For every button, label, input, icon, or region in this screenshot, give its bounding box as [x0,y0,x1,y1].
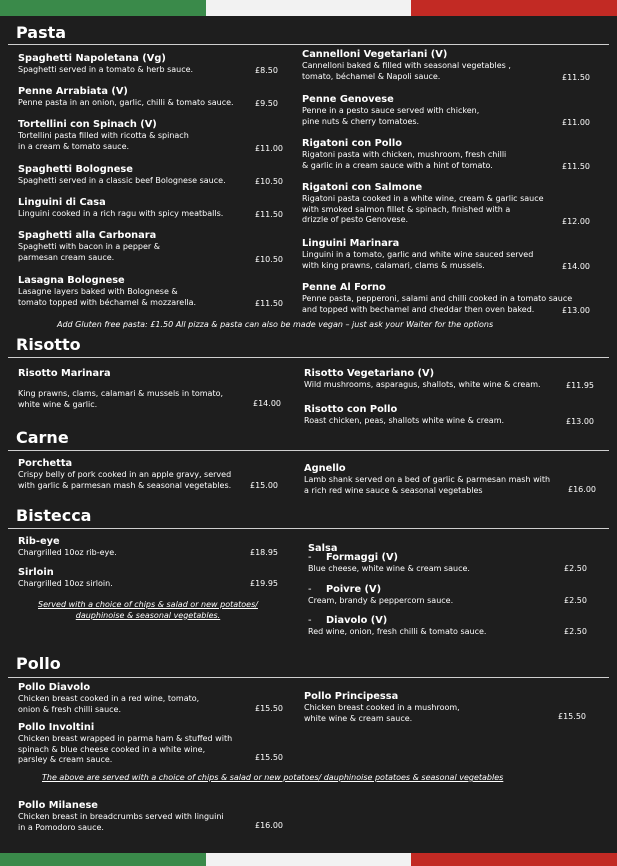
item-name: Spaghetti Bolognese [18,164,133,175]
section-title-risotto: Risotto [16,335,81,354]
item-price: £11.50 [562,162,590,171]
item-name: Risotto Marinara [18,368,111,379]
item-name: Penne Arrabiata (V) [18,86,128,97]
salsa-dash: - [308,552,312,563]
item-price: £11.50 [255,299,283,308]
section-title-carne: Carne [16,428,69,447]
item-price: £11.00 [562,118,590,127]
item-desc: Rigatoni pasta with chicken, mushroom, fresh chilli & garlic in a cream sauce with a hint of tomato. [302,150,507,170]
item-desc: Lasagne layers baked with Bolognese & tomato topped with béchamel & mozzarella. [18,287,197,307]
italian-flag-stripe-bottom [0,853,617,866]
item-name: Lasagna Bolognese [18,275,125,286]
section-divider [8,357,609,358]
menu-item [302,138,506,171]
item-price: £11.95 [566,381,594,390]
item-price: £16.00 [255,821,283,830]
item-name: Diavolo (V) [326,615,388,626]
item-desc: Penne in a pesto sauce served with chicken, pine nuts & cherry tomatoes. [302,106,480,126]
menu-item [18,230,160,263]
item-price: £2.50 [564,627,587,636]
item-desc: Chicken breast cooked in a red wine, tomato, onion & fresh chilli sauce. [18,694,200,714]
item-desc: Lamb shank served on a bed of garlic & parmesan mash with a rich red wine sauce & seasonal vegetables [304,475,551,495]
section-divider [8,44,609,45]
item-price: £11.50 [255,210,283,219]
menu-item [308,615,486,638]
item-name: Porchetta [18,458,73,469]
item-name: Spaghetti Napoletana (Vg) [18,53,166,64]
item-name: Risotto con Pollo [304,404,398,415]
item-desc: Wild mushrooms, asparagus, shallots, white wine & cream. [304,380,541,389]
item-price: £13.00 [562,306,590,315]
menu-item [18,53,193,76]
item-desc: Chicken breast wrapped in parma ham & stuffed with spinach & blue cheese cooked in a white wine, parsley & cream sauce. [18,734,233,764]
menu-item [302,49,511,82]
item-desc: Blue cheese, white wine & cream sauce. [308,564,470,573]
item-price: £15.00 [250,481,278,490]
bistecca-note: Served with a choice of chips & salad or new potatoes/ dauphinoise & seasonal vegetables. [38,600,258,620]
section-title-pollo: Pollo [16,654,61,673]
item-price: £16.00 [568,485,596,494]
menu-item [302,282,572,315]
item-price: £10.50 [255,177,283,186]
menu-item [18,722,232,766]
menu-item [304,404,504,427]
item-name: Tortellini con Spinach (V) [18,119,157,130]
salsa-title: Salsa [308,543,338,554]
item-name: Linguini di Casa [18,197,106,208]
item-desc: Cannelloni baked & filled with seasonal vegetables , tomato, béchamel & Napoli sauce. [302,61,511,81]
menu-item [304,368,541,391]
menu-item [18,275,196,308]
menu-item [302,238,533,271]
menu-item [308,552,470,575]
item-name: Linguini Marinara [302,238,400,249]
item-price: £13.00 [566,417,594,426]
item-desc: Chicken breast cooked in a mushroom, white wine & cream sauce. [304,703,460,723]
item-desc: Crispy belly of pork cooked in an apple gravy, served with garlic & parmesan mash & seasonal vegetables. [18,470,232,490]
menu-item [18,536,117,559]
item-name: Rigatoni con Salmone [302,182,423,193]
item-desc: Linguini in a tomato, garlic and white wine sauced served with king prawns, calamari, clams & mussels. [302,250,534,270]
item-desc: Chicken breast in breadcrumbs served with linguini in a Pomodoro sauce. [18,812,224,832]
menu-item [18,368,223,410]
section-divider [8,450,609,451]
item-price: £19.95 [250,579,278,588]
menu-item [18,800,224,833]
item-name: Sirloin [18,567,54,578]
item-name: Penne Genovese [302,94,394,105]
italian-flag-stripe-top [0,0,617,16]
menu-item [18,197,223,220]
menu-item [308,584,453,607]
item-price: £2.50 [564,564,587,573]
item-desc: Roast chicken, peas, shallots white wine & cream. [304,416,505,425]
item-desc: Spaghetti served in a tomato & herb sauce. [18,65,194,74]
item-name: Pollo Diavolo [18,682,91,693]
menu-item [302,94,479,127]
item-name: Cannelloni Vegetariani (V) [302,49,448,60]
item-price: £12.00 [562,217,590,226]
section-title-pasta: Pasta [16,23,67,42]
item-name: Agnello [304,463,346,474]
menu-item [18,164,226,187]
item-desc: Cream, brandy & peppercorn sauce. [308,596,454,605]
item-price: £9.50 [255,99,278,108]
item-name: Poivre (V) [326,584,382,595]
pollo-note: The above are served with a choice of chips & salad or new potatoes/ dauphinoise potatoes & seasonal vegetables [42,773,504,782]
item-name: Penne Al Forno [302,282,386,293]
section-divider [8,677,609,678]
item-desc: Chargrilled 10oz rib-eye. [18,548,117,557]
item-price: £14.00 [253,399,281,408]
item-name: Rigatoni con Pollo [302,138,402,149]
item-name: Rib-eye [18,536,60,547]
item-desc: King prawns, clams, calamari & mussels in tomato, white wine & garlic. [18,389,224,409]
item-desc: Chargrilled 10oz sirloin. [18,579,113,588]
item-price: £15.50 [255,704,283,713]
section-title-bistecca: Bistecca [16,506,92,525]
menu-item [18,682,199,715]
item-desc: Spaghetti served in a classic beef Bolognese sauce. [18,176,226,185]
item-desc: Penne pasta, pepperoni, salami and chilli cooked in a tomato sauce and topped with bechamel and cheddar then oven baked. [302,294,573,314]
item-price: £15.50 [558,712,586,721]
menu-item [304,463,550,496]
salsa-dash: - [308,584,312,595]
menu-item [304,691,460,724]
item-name: Risotto Vegetariano (V) [304,368,435,379]
item-desc: Rigatoni pasta cooked in a white wine, cream & garlic sauce with smoked salmon fillet & spinach, finished with a drizzle of pesto Genovese. [302,194,544,224]
item-name: Pollo Principessa [304,691,399,702]
item-price: £8.50 [255,66,278,75]
item-name: Pollo Involtini [18,722,95,733]
item-desc: Tortellini pasta filled with ricotta & spinach in a cream & tomato sauce. [18,131,189,151]
item-price: £10.50 [255,255,283,264]
menu-item [18,567,113,590]
item-name: Pollo Milanese [18,800,98,811]
salsa-dash: - [308,615,312,626]
item-price: £18.95 [250,548,278,557]
menu-item [302,182,544,226]
item-name: Formaggi (V) [326,552,399,563]
item-price: £14.00 [562,262,590,271]
section-divider [8,528,609,529]
menu-item [18,458,231,491]
pasta-note: Add Gluten free pasta: £1.50 All pizza & pasta can also be made vegan – just ask your Waiter for the options [57,320,494,329]
item-price: £15.50 [255,753,283,762]
menu-item [18,119,189,152]
menu-item [18,86,234,109]
item-price: £2.50 [564,596,587,605]
item-name: Spaghetti alla Carbonara [18,230,157,241]
item-desc: Penne pasta in an onion, garlic, chilli & tomato sauce. [18,98,234,107]
item-price: £11.00 [255,144,283,153]
item-desc: Spaghetti with bacon in a pepper & parmesan cream sauce. [18,242,160,262]
item-desc: Red wine, onion, fresh chilli & tomato sauce. [308,627,487,636]
item-desc: Linguini cooked in a rich ragu with spicy meatballs. [18,209,224,218]
item-price: £11.50 [562,73,590,82]
